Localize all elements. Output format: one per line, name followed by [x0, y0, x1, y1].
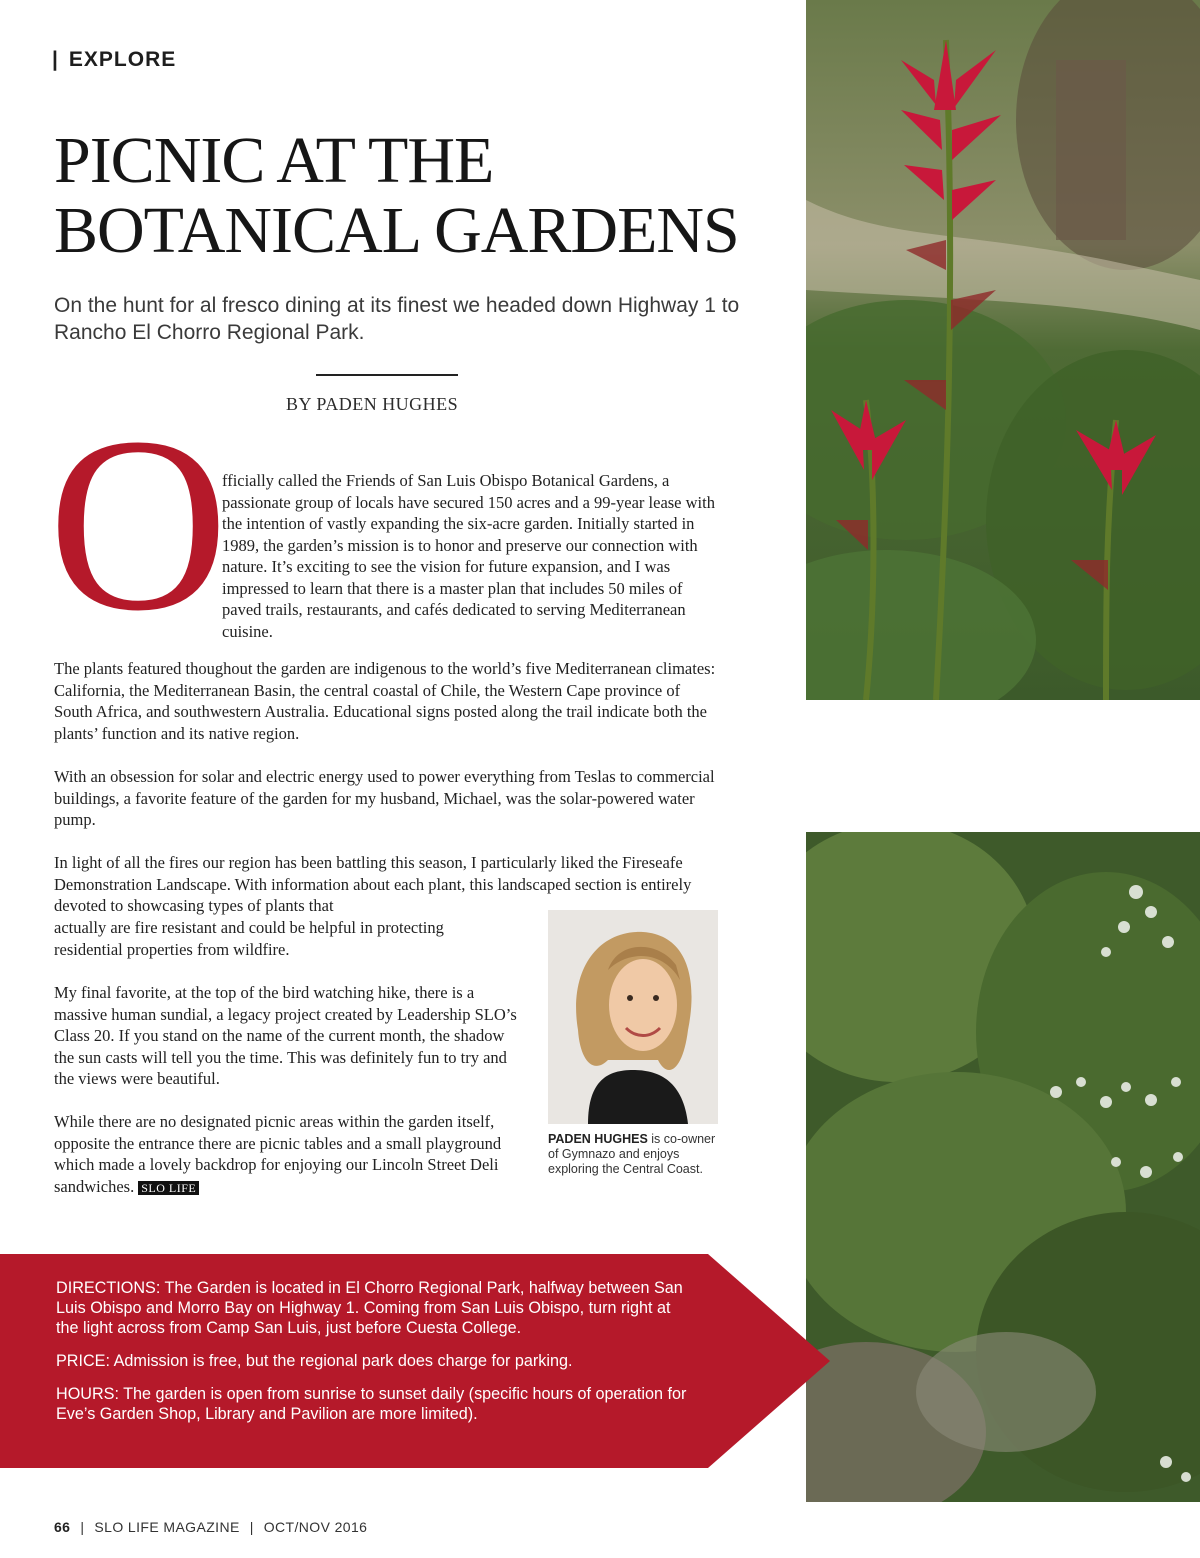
byline-divider — [316, 374, 458, 376]
title-line-2: BOTANICAL GARDENS — [54, 194, 739, 267]
section-label-text: EXPLORE — [68, 48, 177, 71]
footer-separator-1: | — [80, 1519, 85, 1535]
info-text — [56, 1278, 696, 1437]
info-directions: DIRECTIONS: The Garden is located in El Chorro Regional Park, halfway between San Luis Obispo and Morro Bay on Highway 1. Coming from San Luis Obispo, turn right at the light across from Camp San Luis, just before Cuesta College. — [56, 1279, 683, 1337]
author-caption — [548, 1132, 723, 1177]
caption-name: PADEN HUGHES — [548, 1132, 648, 1146]
section-bar: | — [52, 48, 59, 71]
caption-text: is co-owner of Gymnazo and enjoys exploring the Central Coast. — [548, 1132, 716, 1176]
paragraph-4-part-2: actually are fire resistant and could be helpful in protecting residential properties from wildfire. — [54, 918, 444, 959]
info-price: PRICE: Admission is free, but the regional park does charge for parking. — [56, 1352, 573, 1370]
paragraph-2: The plants featured thoughout the garden are indigenous to the world’s five Mediterranean climates: California, the Mediterranean Basin, the central coastal of Chile, the Western Cape province of South Africa, and southwestern Australia. Educational signs posted along the trail indicate both the plants’ function and its native region. — [54, 659, 716, 743]
drop-cap: O — [48, 386, 229, 663]
paragraph-6-text: While there are no designated picnic areas within the garden itself, opposite the entrance there are picnic tables and a small playground which made a lovely backdrop for enjoying our Lincoln Street Deli sandwiches. — [54, 1112, 502, 1196]
paragraph-3: With an obsession for solar and electric energy used to power everything from Teslas to commercial buildings, a favorite feature of the garden for my husband, Michael, was the solar-powered water pump. — [54, 767, 715, 829]
author-portrait — [548, 910, 718, 1124]
paragraph-5: My final favorite, at the top of the bird watching hike, there is a massive human sundial, a legacy project created by Leadership SLO’s Class 20. If you stand on the name of the current month, the shadow the sun casts will tell you the time. This was definitely fun to try and the views were beautiful. — [54, 983, 517, 1088]
author-portrait-art — [548, 910, 718, 1124]
foliage-photo — [806, 832, 1200, 1502]
paragraph-1: fficially called the Friends of San Luis Obispo Botanical Gardens, a passionate group of locals have secured 150 acres and a 99-year lease with the intention of vastly expanding the six-acre garden. Initially started in 1989, the garden’s mission is to honor and preserve our connection with nature. It’s exciting to see the vision for future expansion, and I was impressed to learn that there is a master plan that includes 50 miles of paved trails, restaurants, and cafés dedicated to serving Mediterranean cuisine. — [222, 471, 715, 641]
flower-photo — [806, 0, 1200, 700]
article-title — [54, 126, 774, 266]
page-number: 66 — [54, 1519, 71, 1535]
byline: BY PADEN HUGHES — [286, 394, 459, 414]
paragraph-4-part-1: In light of all the fires our region has been battling this season, I particularly liked the Fireseafe Demonstration Landscape. With information about each plant, this landscaped section is entirely devoted to showcasing types of plants that — [54, 853, 692, 915]
page-footer — [54, 1519, 367, 1535]
magazine-name: SLO LIFE MAGAZINE — [94, 1519, 240, 1535]
section-label — [52, 48, 176, 72]
info-hours: HOURS: The garden is open from sunrise to sunset daily (specific hours of operation for Eve’s Garden Shop, Library and Pavilion are more limited). — [56, 1385, 687, 1423]
article-dek: On the hunt for al fresco dining at its finest we headed down Highway 1 to Rancho El Chorro Regional Park. — [54, 294, 740, 344]
flower-photo-art — [806, 0, 1200, 700]
end-mark: SLO LIFE — [138, 1181, 199, 1195]
foliage-photo-art — [806, 832, 1200, 1502]
title-line-1: PICNIC AT THE — [54, 124, 494, 197]
paragraph-6 — [54, 1111, 509, 1199]
footer-separator-2: | — [249, 1519, 254, 1535]
issue-date: OCT/NOV 2016 — [263, 1519, 368, 1535]
